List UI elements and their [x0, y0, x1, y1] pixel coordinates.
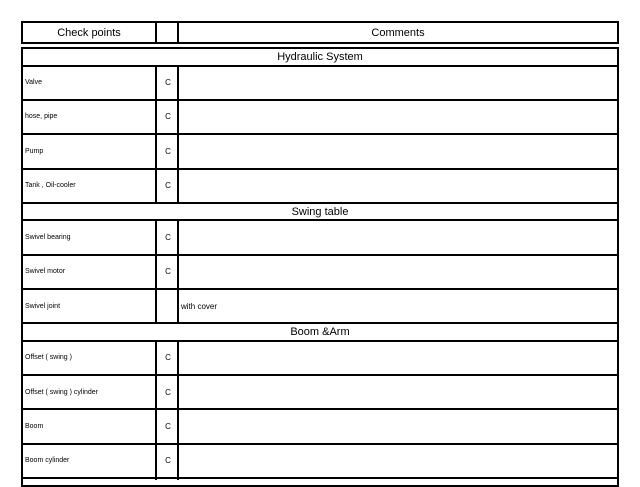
- header-comments: [177, 21, 619, 44]
- row-divider: [21, 219, 619, 221]
- check-point-label: Boom: [25, 423, 44, 430]
- check-point-label: Pump: [25, 148, 44, 155]
- row-divider: [21, 322, 619, 324]
- check-point-label: hose, pipe: [25, 113, 58, 120]
- row-divider: [21, 443, 619, 445]
- check-code: C: [165, 422, 171, 431]
- section-title-boom-arm: Boom &Arm: [290, 326, 350, 338]
- check-point-label: Offset ( swing ) cylinder: [25, 389, 99, 396]
- row-divider: [21, 133, 619, 135]
- check-table: [21, 47, 619, 487]
- check-point-label: Tank , Oil-cooler: [25, 182, 76, 189]
- check-point-label: Boom cylinder: [25, 457, 70, 464]
- comment-text: with cover: [181, 302, 218, 311]
- row-divider: [21, 254, 619, 256]
- header-check-points: [21, 21, 157, 44]
- check-point-label: Valve: [25, 79, 42, 86]
- check-code: C: [165, 112, 171, 121]
- row-divider: [21, 340, 619, 342]
- header-check-points-label: Check points: [57, 26, 121, 39]
- check-point-label: Swivel bearing: [25, 234, 71, 241]
- check-point-label: Offset ( swing ): [25, 354, 72, 361]
- check-code: C: [165, 388, 171, 397]
- header-code: [155, 21, 179, 44]
- row-divider: [21, 65, 619, 67]
- check-point-label: Swivel joint: [25, 303, 61, 310]
- check-code: C: [165, 181, 171, 190]
- check-code: C: [165, 267, 171, 276]
- row-divider: [21, 202, 619, 204]
- check-code: C: [165, 233, 171, 242]
- code-column-right-border: [177, 341, 179, 480]
- row-divider: [21, 99, 619, 101]
- check-code: C: [165, 353, 171, 362]
- check-point-label: Swivel motor: [25, 268, 66, 275]
- check-code: C: [165, 78, 171, 87]
- code-column-right-border: [177, 220, 179, 324]
- check-code: C: [165, 456, 171, 465]
- row-divider: [21, 477, 619, 479]
- header-comments-label: Comments: [371, 26, 425, 39]
- code-column-left-border: [155, 341, 157, 480]
- row-divider: [21, 408, 619, 410]
- row-divider: [21, 288, 619, 290]
- row-divider: [21, 168, 619, 170]
- code-column-left-border: [155, 220, 157, 324]
- check-code: C: [165, 147, 171, 156]
- section-title-swing-table: Swing table: [291, 206, 349, 218]
- row-divider: [21, 374, 619, 376]
- section-title-hydraulic-system: Hydraulic System: [277, 51, 363, 63]
